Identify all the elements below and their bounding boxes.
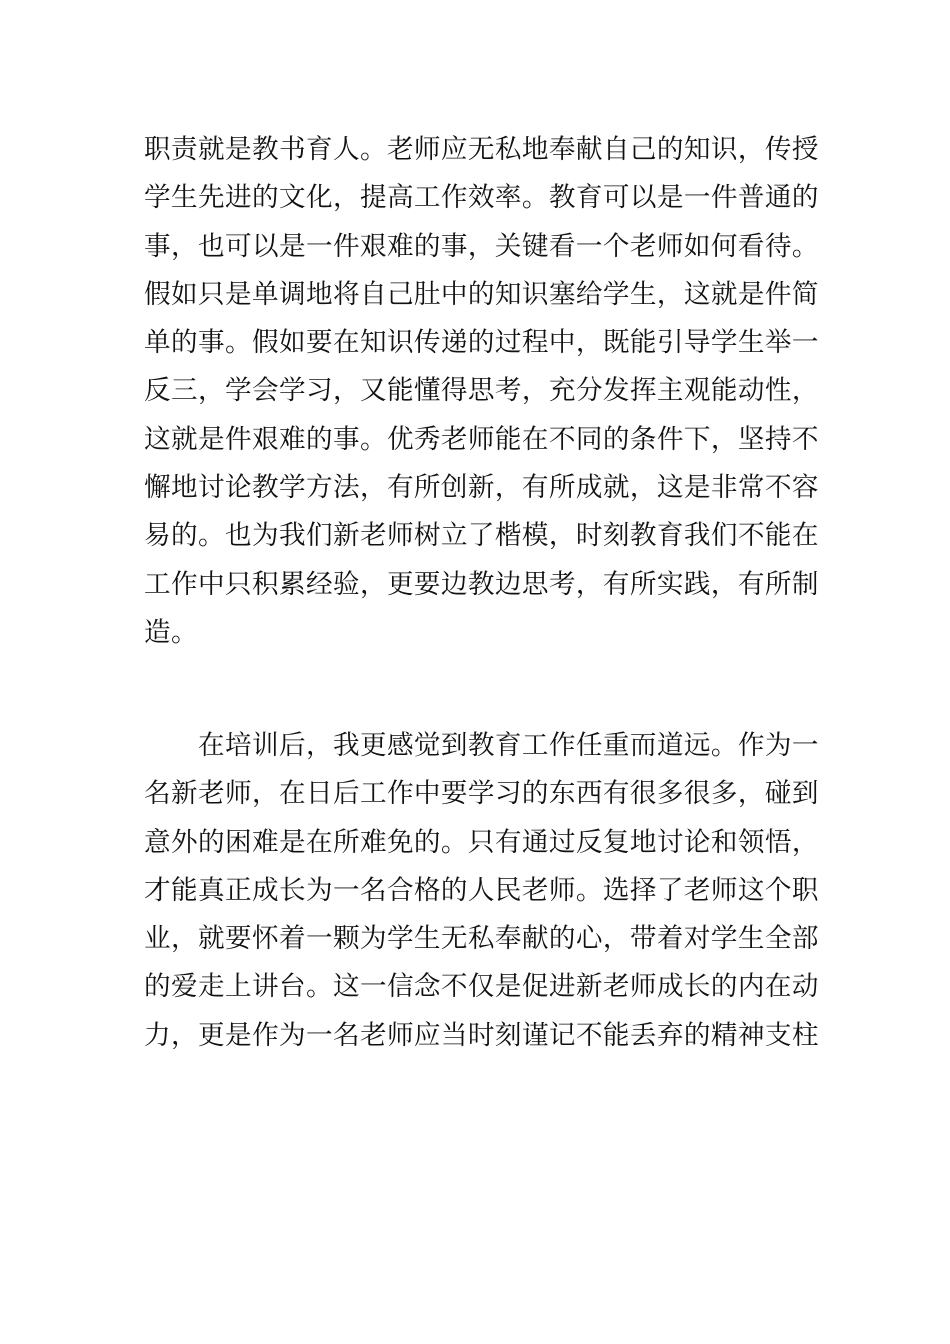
text-line: 职责就是教书育人。老师应无私地奉献自己的知识，传授 <box>144 134 819 165</box>
text-line: 造。 <box>144 616 198 648</box>
text-line: 的爱走上讲台。这一信念不仅是促进新老师成长的内在动 <box>144 971 819 1003</box>
text-line: 意外的困难是在所难免的。只有通过反复地讨论和领悟， <box>144 826 819 858</box>
text-line: 单的事。假如要在知识传递的过程中，既能引导学生举一 <box>144 327 819 359</box>
text-line: 才能真正成长为一名合格的人民老师。选择了老师这个职 <box>144 874 819 906</box>
text-line: 力，更是作为一名老师应当时刻谨记不能丢弃的精神支柱 <box>144 1019 819 1051</box>
text-line: 懈地讨论教学方法，有所创新，有所成就，这是非常不容 <box>144 472 819 504</box>
text-line: 学生先进的文化，提高工作效率。教育可以是一件普通的 <box>144 182 819 214</box>
paragraph-1 <box>144 126 819 657</box>
text-line: 这就是件艰难的事。优秀老师能在不同的条件下，坚持不 <box>144 423 819 455</box>
text-line: 易的。也为我们新老师树立了楷模，时刻教育我们不能在 <box>144 520 819 552</box>
paragraph-2 <box>144 722 819 1060</box>
text-line: 工作中只积累经验，更要边教边思考，有所实践，有所制 <box>144 568 819 600</box>
text-line: 假如只是单调地将自己肚中的知识塞给学生，这就是件简 <box>144 278 819 310</box>
text-line: 在培训后，我更感觉到教育工作任重而道远。作为一 <box>144 730 819 761</box>
text-line: 事，也可以是一件艰难的事，关键看一个老师如何看待。 <box>144 230 819 262</box>
text-line: 反三，学会学习，又能懂得思考，充分发挥主观能动性， <box>144 375 819 407</box>
text-line: 业，就要怀着一颗为学生无私奉献的心，带着对学生全部 <box>144 923 819 955</box>
text-line: 名新老师，在日后工作中要学习的东西有很多很多，碰到 <box>144 778 819 810</box>
